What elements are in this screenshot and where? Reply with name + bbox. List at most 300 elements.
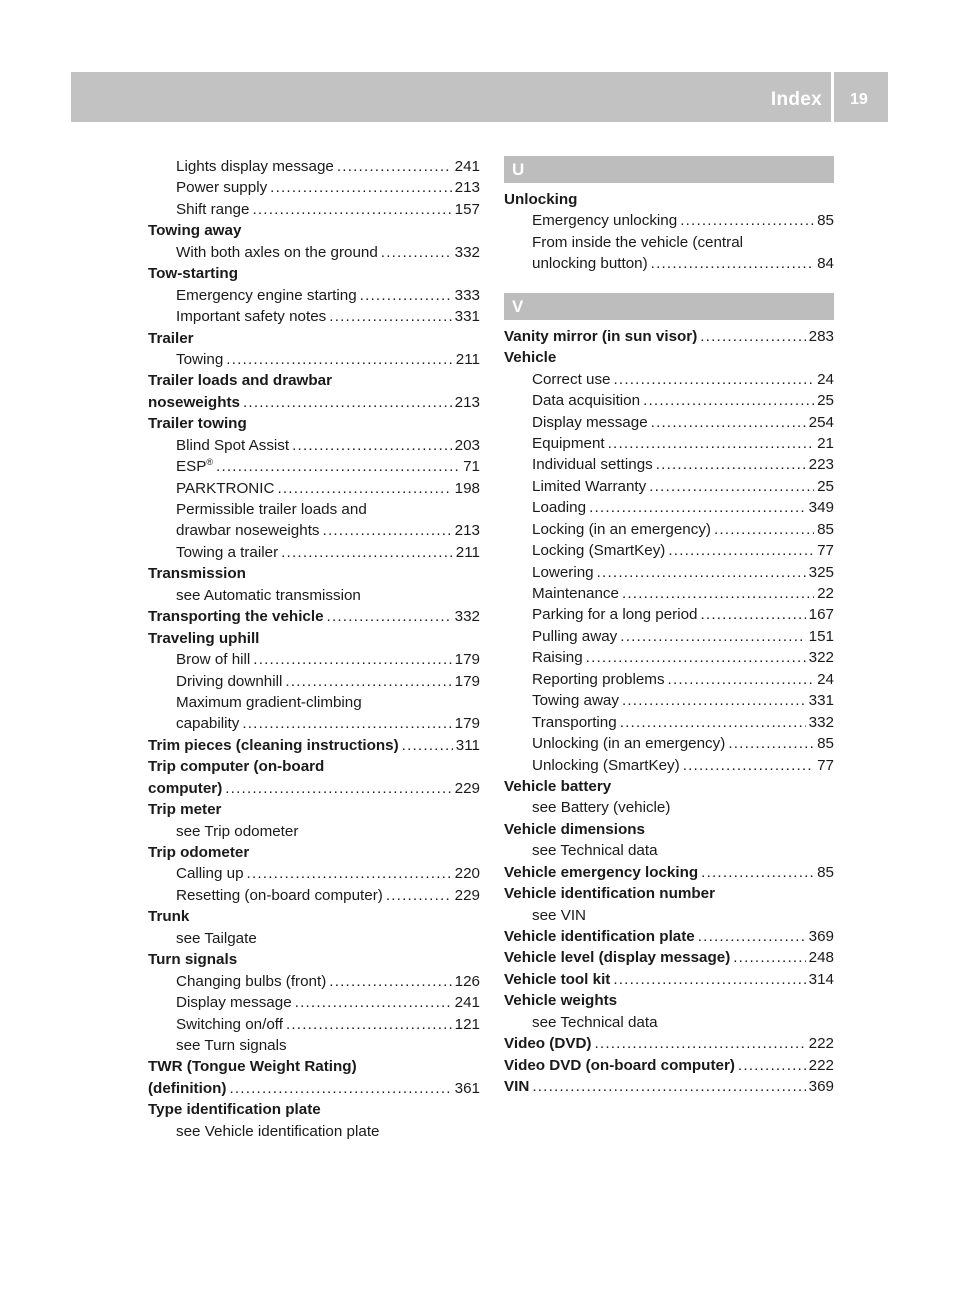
dot-leader [622,690,806,711]
entry-label [176,1121,480,1142]
entry-page-number[interactable]: 222 [808,1056,834,1074]
entry-label-text: see Trip odometer [176,822,299,840]
index-subentry[interactable] [504,626,834,647]
entry-label-text: Vehicle identification number [504,885,715,903]
entry-label [532,562,594,583]
dot-leader [643,390,814,411]
entry-page-number[interactable]: 369 [808,928,834,945]
index-subentry[interactable] [504,712,834,733]
entry-label [148,606,324,627]
index-subentry[interactable] [148,349,480,370]
index-subentry[interactable] [148,435,480,456]
dot-leader [225,778,451,799]
entry-label-text: Tow-starting [148,265,238,283]
index-subentry[interactable] [504,412,834,433]
index-subentry [148,499,480,520]
entry-label [176,542,278,563]
index-entry [148,370,480,391]
entry-label [148,799,480,820]
entry-label-text: Display message [532,413,648,431]
entry-label-text: TWR (Tongue Weight Rating) [148,1058,357,1076]
entry-label [176,435,289,456]
index-entry [148,842,480,863]
entry-label [504,326,697,347]
dot-leader [613,969,805,990]
entry-label [176,928,480,949]
entry-label [532,519,711,540]
index-subentry[interactable] [504,210,834,231]
entry-page-number[interactable]: 332 [454,608,480,626]
index-subentry[interactable] [148,863,480,884]
entry-page-number[interactable]: 213 [454,179,480,197]
entry-label [176,885,383,906]
entry-page-number[interactable]: 167 [808,606,834,624]
entry-page-number[interactable]: 71 [463,458,480,476]
entry-label [504,1033,591,1054]
entry-label-text: Towing away [532,692,619,710]
entry-page-number[interactable]: 322 [808,649,834,667]
index-subentry[interactable] [504,433,834,454]
entry-label [532,733,725,754]
index-subentry[interactable] [148,478,480,499]
entry-label-text: Video DVD (on-board computer) [504,1056,735,1074]
entry-label-text: Vehicle battery [504,777,612,795]
dot-leader [286,1014,452,1035]
entry-label-text: Transporting [532,713,617,731]
entry-label [148,220,480,241]
entry-label [176,242,378,263]
index-entry[interactable] [148,606,480,627]
entry-page-number[interactable]: 332 [454,243,480,261]
dot-leader [329,971,451,992]
index-subentry[interactable] [148,199,480,220]
index-entry[interactable] [504,1076,834,1097]
index-subentry[interactable] [148,649,480,670]
entry-label-text: Locking (in an emergency) [532,520,711,538]
entry-label [148,1099,480,1120]
entry-label-text: Lowering [532,563,594,581]
entry-page-number[interactable]: 85 [817,212,834,230]
index-entry [504,819,834,840]
entry-page-number[interactable]: 220 [454,865,480,883]
index-subentry[interactable] [148,177,480,198]
entry-page-number[interactable]: 254 [808,413,834,431]
index-entry[interactable] [504,862,834,883]
entry-page-number[interactable]: 77 [817,542,834,560]
entry-label [176,863,244,884]
index-entry [504,347,834,368]
index-subentry[interactable] [148,520,480,541]
index-subentry[interactable] [504,519,834,540]
entry-label [532,755,680,776]
index-subentry[interactable] [504,755,834,776]
index-subentry[interactable] [148,713,480,734]
entry-label-text: Type identification plate [148,1101,321,1119]
dot-leader [622,583,814,604]
dot-leader [649,476,814,497]
index-entry [148,263,480,284]
index-entry [148,413,480,434]
entry-page-number[interactable]: 332 [808,713,834,731]
dot-leader [594,1033,805,1054]
entry-label-text: unlocking button) [532,255,648,273]
entry-page-number[interactable]: 85 [817,863,834,881]
entry-page-number[interactable]: 126 [454,972,480,990]
entry-label-text: Emergency unlocking [532,212,678,230]
entry-label [176,585,480,606]
entry-page-number[interactable]: 22 [817,585,834,602]
index-entry[interactable] [504,969,834,990]
entry-page-number[interactable]: 121 [454,1015,480,1033]
index-subentry[interactable] [504,540,834,561]
entry-page-number[interactable]: 25 [817,392,834,410]
index-subentry[interactable] [504,733,834,754]
index-entry[interactable] [504,1033,834,1054]
entry-label-text: Resetting (on-board computer) [176,886,383,904]
entry-label-text: see Technical data [532,1013,658,1031]
dot-leader [253,649,451,670]
index-entry[interactable] [504,947,834,968]
entry-label [176,649,250,670]
entry-label [504,990,834,1011]
entry-label [176,713,239,734]
entry-label [148,842,480,863]
entry-label-text: Display message [176,994,292,1012]
entry-page-number[interactable]: 85 [817,735,834,753]
entry-page-number[interactable]: 211 [455,350,480,368]
entry-label [148,392,240,413]
entry-page-number[interactable]: 222 [808,1035,834,1053]
entry-label-text: From inside the vehicle (central [532,233,744,251]
entry-label [532,1012,834,1033]
entry-page-number[interactable]: 311 [455,736,480,754]
dot-leader [714,519,814,540]
entry-page-number[interactable]: 229 [454,886,480,904]
entry-label-text: Individual settings [532,456,653,474]
entry-label [148,906,480,927]
index-subentry[interactable] [148,285,480,306]
entry-page-number[interactable]: 248 [808,949,834,967]
entry-label [532,690,619,711]
dot-leader [242,713,451,734]
index-subentry[interactable] [148,456,480,477]
entry-label [532,626,617,647]
entry-label-text: (definition) [148,1079,227,1097]
entry-label-text: Vehicle dimensions [504,820,645,838]
entry-label [176,821,480,842]
entry-label-text: With both axles on the ground [176,243,378,261]
entry-label-text: Switching on/off [176,1015,283,1033]
entry-label-text: Trailer [148,329,194,347]
entry-label [504,819,834,840]
entry-page-number[interactable]: 85 [817,520,834,538]
entry-label-text: Vehicle level (display message) [504,949,731,967]
entry-page-number[interactable]: 151 [808,627,834,645]
entry-page-number[interactable]: 241 [454,994,480,1012]
entry-label-text: Transmission [148,565,246,583]
dot-leader [247,863,452,884]
dot-leader [700,326,805,347]
entry-label-text: Locking (SmartKey) [532,542,666,560]
entry-label-text: Towing away [148,222,242,240]
dot-leader [243,392,452,413]
dot-leader [285,671,451,692]
dot-leader [281,542,453,563]
entry-page-number[interactable]: 25 [817,477,834,495]
index-subentry [148,1035,480,1056]
index-subentry[interactable] [148,156,480,177]
entry-page-number[interactable]: 213 [454,393,480,411]
dot-leader [651,253,814,274]
entry-label-text: VIN [504,1078,530,1096]
entry-label [176,1035,480,1056]
dot-leader [620,626,805,647]
entry-label [176,285,357,306]
dot-leader [292,435,452,456]
index-entry [504,990,834,1011]
entry-label-text: Permissible trailer loads and [176,501,367,518]
index-entry[interactable] [504,326,834,347]
entry-page-number[interactable]: 325 [808,563,834,581]
index-subentry[interactable] [504,497,834,518]
index-subentry [148,1121,480,1142]
entry-label [176,478,274,499]
entry-page-number[interactable]: 24 [817,370,834,388]
entry-label-text: Changing bulbs (front) [176,972,327,990]
entry-label [532,712,617,733]
entry-label-text: Traveling uphill [148,629,260,647]
index-entry[interactable] [148,735,480,756]
entry-label-text: Unlocking (SmartKey) [532,756,680,774]
entry-label [504,883,834,904]
dot-leader [532,1076,805,1097]
entry-page-number[interactable]: 203 [454,436,480,454]
entry-label-text: capability [176,715,240,733]
index-subentry[interactable] [504,562,834,583]
entry-label-text: Vehicle emergency locking [504,863,699,881]
index-subentry[interactable] [504,369,834,390]
entry-label [532,583,619,604]
entry-label [532,497,586,518]
entry-label-text: see Tailgate [176,929,257,947]
index-subentry[interactable] [504,669,834,690]
entry-label [148,756,480,777]
index-subentry[interactable] [148,885,480,906]
entry-page-number[interactable]: 283 [808,327,834,345]
entry-page-number[interactable]: 241 [454,158,480,175]
dot-leader [586,647,806,668]
dot-leader [327,606,452,627]
dot-leader [738,1055,806,1076]
entry-label [504,862,698,883]
entry-page-number[interactable]: 213 [454,522,480,540]
index-entry [148,756,480,777]
dot-leader [651,412,806,433]
index-subentry[interactable] [504,583,834,604]
entry-page-number[interactable]: 24 [817,670,834,688]
index-entry[interactable] [504,1055,834,1076]
entry-label [532,232,834,253]
entry-label [532,433,605,454]
dot-leader [252,199,451,220]
dot-leader [733,947,805,968]
index-entry[interactable] [148,392,480,413]
index-subentry[interactable] [148,992,480,1013]
index-subentry[interactable] [504,690,834,711]
entry-label [148,949,480,970]
index-entry[interactable] [504,926,834,947]
index-subentry[interactable] [148,1014,480,1035]
entry-label-text: Trailer towing [148,415,247,433]
dot-leader [216,456,460,477]
index-subentry[interactable] [504,454,834,475]
entry-page-number[interactable]: 157 [454,200,480,218]
section-letter-heading: U [504,156,834,183]
entry-page-number[interactable]: 211 [455,543,480,561]
index-entry [504,883,834,904]
dot-leader [277,478,451,499]
index-entry [148,628,480,649]
entry-page-number[interactable]: 21 [817,434,834,452]
index-entry[interactable] [148,1078,480,1099]
entry-page-number[interactable]: 198 [454,479,480,497]
entry-label-text: see Battery (vehicle) [532,799,671,817]
entry-label [532,412,648,433]
index-subentry[interactable] [148,542,480,563]
entry-label [148,1078,226,1099]
entry-page-number[interactable]: 84 [817,255,834,273]
entry-label-text: noseweights [148,393,240,411]
header-divider [831,72,834,122]
index-subentry[interactable] [504,604,834,625]
dot-leader [402,735,453,756]
entry-page-number[interactable]: 331 [454,308,480,326]
entry-label-text: Transporting the vehicle [148,608,324,626]
index-subentry[interactable] [148,242,480,263]
entry-label-text: Trim pieces (cleaning instructions) [148,736,399,754]
index-subentry[interactable] [148,671,480,692]
index-subentry[interactable] [504,390,834,411]
entry-label-text: Trailer loads and drawbar [148,372,332,390]
dot-leader [229,1078,451,1099]
entry-label-text: Trunk [148,908,190,926]
index-subentry[interactable] [504,253,834,274]
entry-page-number[interactable]: 179 [454,715,480,733]
entry-label [148,413,480,434]
dot-leader [597,562,806,583]
dot-leader [700,604,805,625]
entry-page-number[interactable]: 369 [808,1078,834,1096]
entry-label-text: Trip odometer [148,844,250,861]
entry-label [504,969,610,990]
entry-page-number[interactable]: 314 [808,970,834,988]
index-subentry[interactable] [148,306,480,327]
index-entry [148,906,480,927]
dot-leader [337,156,452,177]
entry-label [176,177,267,198]
index-subentry[interactable] [504,476,834,497]
entry-label [532,454,653,475]
entry-page-number[interactable]: 179 [454,651,480,669]
entry-label [532,390,640,411]
dot-leader [295,992,452,1013]
index-subentry [504,1012,834,1033]
entry-label [532,669,665,690]
index-column-right [504,156,834,1098]
entry-label-text: see Technical data [532,842,658,860]
entry-label [176,520,320,541]
entry-label [176,671,282,692]
entry-label [504,1076,529,1097]
dot-leader [728,733,814,754]
dot-leader [620,712,806,733]
entry-label [148,628,480,649]
dot-leader [680,210,814,231]
entry-label-text: Vehicle weights [504,992,618,1010]
entry-label-text: Vehicle [504,349,557,367]
entry-label-text: Parking for a long period [532,606,698,624]
index-entry[interactable] [148,778,480,799]
entry-label-text: Reporting problems [532,670,665,688]
registered-mark: ® [206,457,214,468]
entry-label [176,1014,283,1035]
entry-label [532,369,611,390]
index-entry [148,799,480,820]
entry-label [532,476,646,497]
entry-label-text: PARKTRONIC [176,479,275,497]
index-entry [148,563,480,584]
entry-label [532,905,834,926]
entry-label-text: see VIN [532,906,587,924]
dot-leader [698,926,806,947]
index-subentry[interactable] [504,647,834,668]
dot-leader [608,433,814,454]
entry-page-number[interactable]: 361 [454,1079,480,1097]
entry-page-number[interactable]: 223 [808,456,834,474]
entry-label-text: Loading [532,499,587,517]
entry-label [532,540,665,561]
entry-page-number[interactable]: 349 [808,499,834,517]
entry-page-number[interactable]: 229 [454,779,480,797]
entry-page-number[interactable]: 331 [808,692,834,710]
entry-label-text: Equipment [532,434,605,452]
index-subentry [148,585,480,606]
entry-label [504,947,730,968]
page-title: Index [770,89,822,110]
section-spacer [504,275,834,293]
entry-label [148,563,480,584]
entry-label [504,347,834,368]
entry-label-text: ESP [176,458,207,476]
entry-label-text: Vehicle tool kit [504,970,611,988]
index-subentry[interactable] [148,971,480,992]
entry-label-text: Shift range [176,200,250,218]
entry-label-text: Towing [176,350,224,368]
entry-page-number[interactable]: 333 [454,286,480,304]
dot-leader [226,349,453,370]
entry-label [148,263,480,284]
entry-label [176,456,213,477]
entry-label [176,199,249,220]
index-subentry [148,692,480,713]
entry-label [504,926,695,947]
entry-label [176,349,223,370]
entry-label [176,692,480,713]
entry-page-number[interactable]: 77 [817,756,834,774]
index-subentry [504,232,834,253]
index-entry [148,1099,480,1120]
entry-page-number[interactable]: 179 [454,672,480,690]
